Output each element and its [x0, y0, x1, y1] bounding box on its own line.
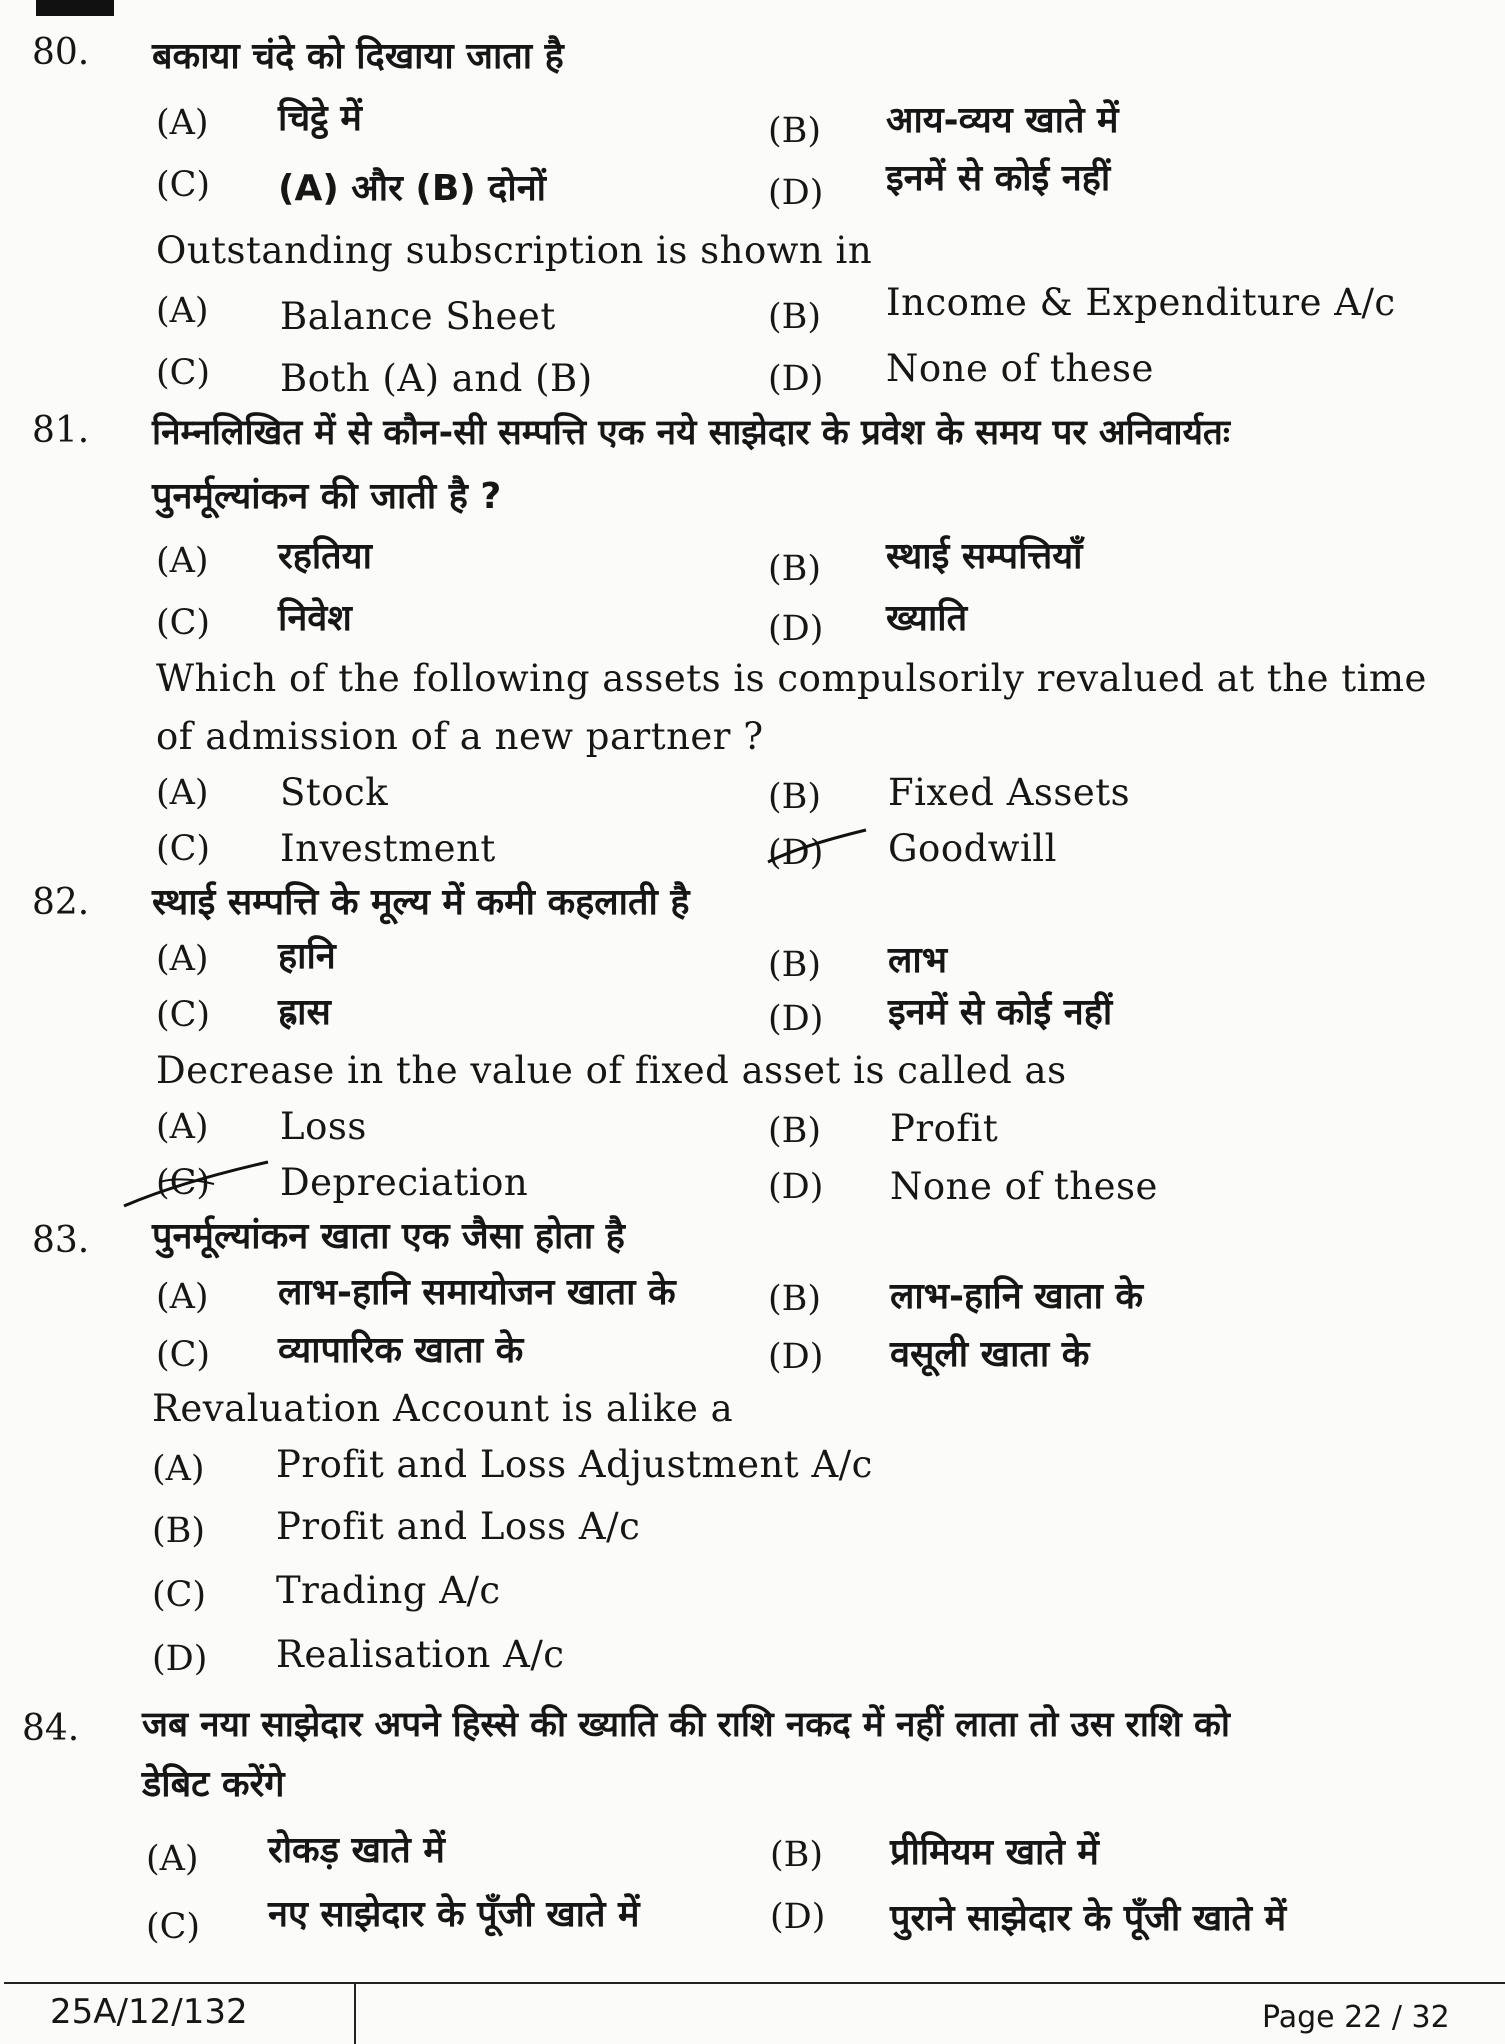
- option-letter: (D): [152, 1639, 208, 1679]
- option-letter: (D): [768, 1337, 824, 1377]
- option-letter: (A): [156, 541, 209, 581]
- option-letter: (A): [152, 1449, 205, 1489]
- option-letter: (C): [156, 829, 211, 869]
- question-text-hindi: बकाया चंदे को दिखाया जाता है: [152, 36, 564, 77]
- option-text: ह्रास: [278, 992, 331, 1033]
- option-letter: (B): [152, 1511, 206, 1551]
- option-text: निवेश: [278, 598, 352, 639]
- option-letter: (A): [146, 1839, 199, 1879]
- option-text: Depreciation: [280, 1161, 529, 1204]
- option-letter: (C): [156, 1335, 211, 1375]
- option-text: Realisation A/c: [276, 1633, 565, 1676]
- question-number: 80.: [32, 32, 90, 73]
- option-letter: (D): [770, 1897, 826, 1937]
- question-number: 82.: [32, 882, 90, 923]
- question-number: 81.: [32, 410, 90, 451]
- option-text: Balance Sheet: [280, 295, 556, 338]
- question-text-hindi-cont: पुनर्मूल्यांकन की जाती है ?: [152, 476, 502, 517]
- option-letter: (B): [770, 1835, 824, 1875]
- option-letter: (C): [156, 1163, 211, 1203]
- question-text-hindi: जब नया साझेदार अपने हिस्से की ख्याति की राशि नकद में नहीं लाता तो उस राशि को: [142, 1705, 1230, 1745]
- option-text: Stock: [280, 771, 389, 814]
- option-text: Fixed Assets: [888, 771, 1131, 814]
- option-letter: (C): [156, 603, 211, 643]
- option-letter: (B): [768, 1111, 822, 1151]
- question-text-hindi: निम्नलिखित में से कौन-सी सम्पत्ति एक नये साझेदार के प्रवेश के समय पर अनिवार्यतः: [152, 413, 1230, 453]
- option-letter: (A): [156, 1277, 209, 1317]
- answer-tick-mark: [124, 1162, 268, 1206]
- question-text-hindi-cont: डेबिट करेंगे: [142, 1764, 285, 1805]
- question-text-english: Decrease in the value of fixed asset is called as: [156, 1049, 1067, 1092]
- footer-rule: [354, 1982, 1505, 1984]
- option-text: इनमें से कोई नहीं: [888, 992, 1113, 1033]
- option-letter: (B): [768, 777, 822, 817]
- question-text-english: Which of the following assets is compulsorily revalued at the time: [156, 657, 1427, 700]
- page-number: Page 22 / 32: [1262, 2000, 1450, 2035]
- paper-code: 25A/12/132: [50, 1992, 248, 2032]
- option-text: (A) और (B) दोनों: [278, 168, 547, 209]
- option-text: Profit and Loss Adjustment A/c: [276, 1443, 873, 1486]
- option-text: लाभ-हानि खाता के: [890, 1276, 1144, 1317]
- option-text: इनमें से कोई नहीं: [886, 158, 1111, 199]
- question-number: 84.: [22, 1708, 80, 1749]
- option-letter: (B): [768, 549, 822, 589]
- option-text: लाभ-हानि समायोजन खाता के: [278, 1272, 676, 1313]
- option-letter: (B): [768, 1279, 822, 1319]
- option-letter: (D): [768, 833, 824, 873]
- option-text: None of these: [890, 1165, 1158, 1208]
- option-letter: (D): [768, 1167, 824, 1207]
- option-letter: (C): [156, 165, 211, 205]
- option-text: Income & Expenditure A/c: [886, 281, 1396, 324]
- option-text: ख्याति: [886, 598, 968, 639]
- option-letter: (D): [768, 173, 824, 213]
- question-text-english: Outstanding subscription is shown in: [156, 229, 873, 272]
- option-text: Both (A) and (B): [280, 357, 593, 400]
- option-letter: (C): [152, 1575, 207, 1615]
- option-text: None of these: [886, 347, 1154, 390]
- option-text: रोकड़ खाते में: [268, 1830, 445, 1871]
- option-text: रहतिया: [278, 536, 372, 577]
- option-letter: (B): [768, 297, 822, 337]
- option-text: Goodwill: [888, 827, 1057, 870]
- question-text-english-cont: of admission of a new partner ?: [156, 715, 764, 758]
- question-text-hindi: पुनर्मूल्यांकन खाता एक जैसा होता है: [152, 1216, 625, 1257]
- option-text: नए साझेदार के पूँजी खाते में: [268, 1894, 640, 1935]
- option-text: Profit: [890, 1107, 999, 1150]
- option-text: वसूली खाता के: [890, 1334, 1090, 1375]
- answer-tick-mark: [768, 830, 866, 862]
- option-letter: (C): [156, 995, 211, 1035]
- option-text: लाभ: [888, 940, 948, 981]
- option-text: स्थाई सम्पत्तियाँ: [886, 536, 1083, 577]
- option-letter: (C): [156, 353, 211, 393]
- option-text: Profit and Loss A/c: [276, 1505, 641, 1548]
- option-letter: (A): [156, 773, 209, 813]
- question-text-english: Revaluation Account is alike a: [152, 1387, 734, 1430]
- option-letter: (A): [156, 1107, 209, 1147]
- option-letter: (A): [156, 939, 209, 979]
- option-text: Investment: [280, 827, 496, 870]
- option-text: प्रीमियम खाते में: [890, 1832, 1099, 1873]
- option-letter: (A): [156, 103, 209, 143]
- option-text: Loss: [280, 1105, 367, 1148]
- option-letter: (D): [768, 999, 824, 1039]
- option-letter: (D): [768, 359, 824, 399]
- option-letter: (D): [768, 609, 824, 649]
- option-letter: (B): [768, 111, 822, 151]
- option-letter: (A): [156, 291, 209, 331]
- option-letter: (C): [146, 1907, 201, 1947]
- option-letter: (B): [768, 945, 822, 985]
- option-text: चिट्ठे में: [278, 98, 362, 139]
- option-text: पुराने साझेदार के पूँजी खाते में: [890, 1898, 1287, 1939]
- question-number: 83.: [32, 1220, 90, 1261]
- option-text: हानि: [278, 936, 336, 977]
- option-text: आय-व्यय खाते में: [886, 100, 1119, 141]
- option-text: Trading A/c: [276, 1569, 501, 1612]
- option-text: व्यापारिक खाता के: [278, 1330, 524, 1371]
- question-text-hindi: स्थाई सम्पत्ति के मूल्य में कमी कहलाती है: [152, 882, 690, 923]
